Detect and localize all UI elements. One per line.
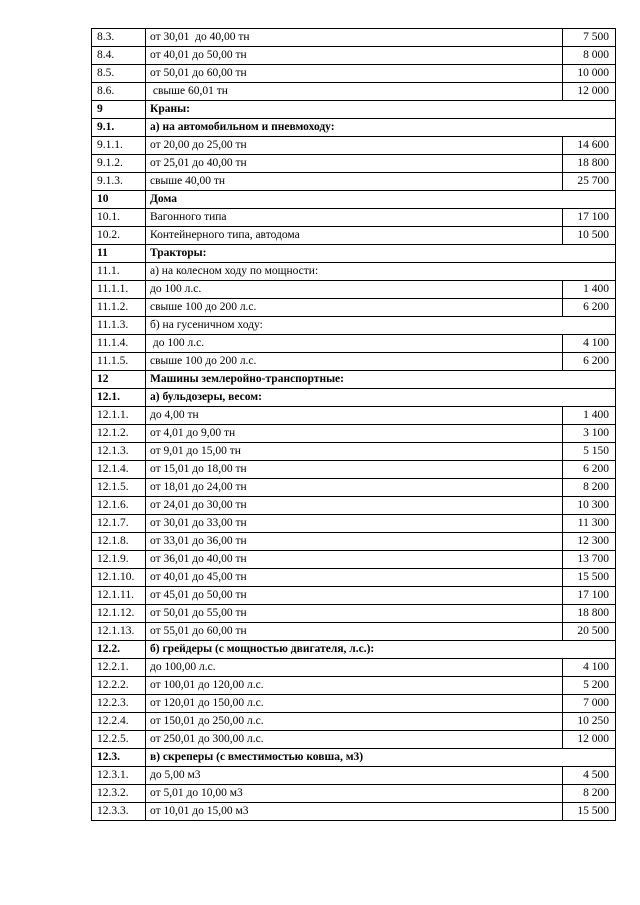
- table-row: [92, 137, 616, 155]
- row-number: 12.2.4.: [92, 713, 146, 731]
- row-description: а) на колесном ходу по мощности:: [146, 263, 616, 281]
- section-row: [92, 317, 616, 335]
- row-price: 13 700: [563, 551, 616, 569]
- row-description: от 4,01 до 9,00 тн: [146, 425, 563, 443]
- row-description: свыше 100 до 200 л.с.: [146, 299, 563, 317]
- row-description: от 50,01 до 55,00 тн: [146, 605, 563, 623]
- table-row: [92, 569, 616, 587]
- table-row: [92, 695, 616, 713]
- row-description: а) бульдозеры, весом:: [146, 389, 616, 407]
- row-description: от 10,01 до 15,00 м3: [146, 803, 563, 821]
- row-number: 11.1.1.: [92, 281, 146, 299]
- row-description: от 25,01 до 40,00 тн: [146, 155, 563, 173]
- table-row: [92, 443, 616, 461]
- row-description: от 15,01 до 18,00 тн: [146, 461, 563, 479]
- table-row: [92, 731, 616, 749]
- row-price: 10 300: [563, 497, 616, 515]
- row-description: свыше 100 до 200 л.с.: [146, 353, 563, 371]
- row-number: 12.1.6.: [92, 497, 146, 515]
- row-description: свыше 40,00 тн: [146, 173, 563, 191]
- row-number: 12.3.1.: [92, 767, 146, 785]
- row-number: 12.1.: [92, 389, 146, 407]
- table-row: [92, 65, 616, 83]
- row-price: 7 500: [563, 29, 616, 47]
- row-description: от 18,01 до 24,00 тн: [146, 479, 563, 497]
- row-number: 12.1.1.: [92, 407, 146, 425]
- row-number: 12.1.10.: [92, 569, 146, 587]
- row-price: 6 200: [563, 299, 616, 317]
- row-description: от 120,01 до 150,00 л.с.: [146, 695, 563, 713]
- row-price: 12 000: [563, 83, 616, 101]
- row-description: от 30,01 до 33,00 тн: [146, 515, 563, 533]
- row-number: 12.3.2.: [92, 785, 146, 803]
- row-number: 11.1.3.: [92, 317, 146, 335]
- row-description: Краны:: [146, 101, 616, 119]
- row-number: 9.1.: [92, 119, 146, 137]
- row-description: от 45,01 до 50,00 тн: [146, 587, 563, 605]
- row-number: 12.3.: [92, 749, 146, 767]
- section-row: [92, 263, 616, 281]
- row-description: от 36,01 до 40,00 тн: [146, 551, 563, 569]
- row-price: 1 400: [563, 281, 616, 299]
- section-row: [92, 389, 616, 407]
- row-description: до 100,00 л.с.: [146, 659, 563, 677]
- row-number: 12: [92, 371, 146, 389]
- table-row: [92, 497, 616, 515]
- row-description: Машины землеройно-транспортные:: [146, 371, 616, 389]
- row-number: 12.2.5.: [92, 731, 146, 749]
- row-description: от 9,01 до 15,00 тн: [146, 443, 563, 461]
- row-price: 12 300: [563, 533, 616, 551]
- row-number: 8.3.: [92, 29, 146, 47]
- table-row: [92, 803, 616, 821]
- row-price: 20 500: [563, 623, 616, 641]
- table-row: [92, 461, 616, 479]
- table-row: [92, 281, 616, 299]
- row-description: от 40,01 до 50,00 тн: [146, 47, 563, 65]
- row-description: до 5,00 м3: [146, 767, 563, 785]
- row-price: 18 800: [563, 605, 616, 623]
- table-row: [92, 515, 616, 533]
- table-row: [92, 209, 616, 227]
- section-row: [92, 119, 616, 137]
- row-price: 15 500: [563, 803, 616, 821]
- table-row: [92, 623, 616, 641]
- row-number: 12.3.3.: [92, 803, 146, 821]
- row-price: 7 000: [563, 695, 616, 713]
- table-row: [92, 659, 616, 677]
- row-description: а) на автомобильном и пневмоходу:: [146, 119, 616, 137]
- row-price: 10 250: [563, 713, 616, 731]
- row-number: 12.1.9.: [92, 551, 146, 569]
- row-description: от 40,01 до 45,00 тн: [146, 569, 563, 587]
- table-row: [92, 767, 616, 785]
- row-number: 9.1.3.: [92, 173, 146, 191]
- table-row: [92, 425, 616, 443]
- row-price: 6 200: [563, 461, 616, 479]
- row-number: 12.2.1.: [92, 659, 146, 677]
- row-description: от 33,01 до 36,00 тн: [146, 533, 563, 551]
- price-table-body: [92, 29, 616, 821]
- table-row: [92, 173, 616, 191]
- table-row: [92, 713, 616, 731]
- section-row: [92, 371, 616, 389]
- section-row: [92, 191, 616, 209]
- row-description: от 100,01 до 120,00 л.с.: [146, 677, 563, 695]
- table-row: [92, 335, 616, 353]
- table-row: [92, 677, 616, 695]
- row-price: 6 200: [563, 353, 616, 371]
- row-description: от 30,01 до 40,00 тн: [146, 29, 563, 47]
- table-row: [92, 83, 616, 101]
- row-price: 12 000: [563, 731, 616, 749]
- row-description: от 50,01 до 60,00 тн: [146, 65, 563, 83]
- row-price: 17 100: [563, 587, 616, 605]
- row-description: б) на гусеничном ходу:: [146, 317, 616, 335]
- row-price: 4 100: [563, 335, 616, 353]
- table-row: [92, 479, 616, 497]
- row-description: до 100 л.с.: [146, 335, 563, 353]
- row-number: 12.1.13.: [92, 623, 146, 641]
- section-row: [92, 101, 616, 119]
- row-price: 5 150: [563, 443, 616, 461]
- row-number: 12.1.11.: [92, 587, 146, 605]
- row-price: 15 500: [563, 569, 616, 587]
- price-table: [91, 28, 616, 821]
- row-number: 10: [92, 191, 146, 209]
- table-row: [92, 587, 616, 605]
- row-number: 9.1.1.: [92, 137, 146, 155]
- row-number: 12.2.3.: [92, 695, 146, 713]
- row-number: 12.1.7.: [92, 515, 146, 533]
- row-number: 11.1.2.: [92, 299, 146, 317]
- row-price: 14 600: [563, 137, 616, 155]
- section-row: [92, 245, 616, 263]
- table-row: [92, 551, 616, 569]
- row-description: свыше 60,01 тн: [146, 83, 563, 101]
- table-row: [92, 353, 616, 371]
- row-number: 12.2.2.: [92, 677, 146, 695]
- row-price: 10 000: [563, 65, 616, 83]
- section-row: [92, 641, 616, 659]
- row-price: 8 200: [563, 479, 616, 497]
- row-number: 11.1.4.: [92, 335, 146, 353]
- row-number: 11: [92, 245, 146, 263]
- row-number: 12.1.2.: [92, 425, 146, 443]
- row-number: 9: [92, 101, 146, 119]
- row-number: 10.1.: [92, 209, 146, 227]
- row-number: 10.2.: [92, 227, 146, 245]
- row-description: от 150,01 до 250,00 л.с.: [146, 713, 563, 731]
- table-row: [92, 47, 616, 65]
- row-price: 4 100: [563, 659, 616, 677]
- table-row: [92, 29, 616, 47]
- table-row: [92, 299, 616, 317]
- row-description: Вагонного типа: [146, 209, 563, 227]
- row-description: Тракторы:: [146, 245, 616, 263]
- table-row: [92, 407, 616, 425]
- row-description: Дома: [146, 191, 616, 209]
- table-row: [92, 785, 616, 803]
- row-description: от 55,01 до 60,00 тн: [146, 623, 563, 641]
- table-row: [92, 605, 616, 623]
- row-number: 12.1.12.: [92, 605, 146, 623]
- row-description: в) скреперы (с вместимостью ковша, м3): [146, 749, 616, 767]
- row-price: 17 100: [563, 209, 616, 227]
- row-number: 12.1.5.: [92, 479, 146, 497]
- row-description: до 4,00 тн: [146, 407, 563, 425]
- row-description: до 100 л.с.: [146, 281, 563, 299]
- row-number: 11.1.: [92, 263, 146, 281]
- row-description: от 5,01 до 10,00 м3: [146, 785, 563, 803]
- row-price: 4 500: [563, 767, 616, 785]
- table-row: [92, 227, 616, 245]
- row-price: 8 000: [563, 47, 616, 65]
- row-price: 1 400: [563, 407, 616, 425]
- row-price: 5 200: [563, 677, 616, 695]
- row-number: 8.4.: [92, 47, 146, 65]
- row-number: 12.1.4.: [92, 461, 146, 479]
- row-description: б) грейдеры (с мощностью двигателя, л.с.):: [146, 641, 616, 659]
- row-number: 12.2.: [92, 641, 146, 659]
- row-price: 25 700: [563, 173, 616, 191]
- row-description: от 24,01 до 30,00 тн: [146, 497, 563, 515]
- row-number: 12.1.8.: [92, 533, 146, 551]
- row-price: 10 500: [563, 227, 616, 245]
- row-number: 11.1.5.: [92, 353, 146, 371]
- row-number: 12.1.3.: [92, 443, 146, 461]
- row-price: 11 300: [563, 515, 616, 533]
- table-row: [92, 155, 616, 173]
- row-price: 8 200: [563, 785, 616, 803]
- section-row: [92, 749, 616, 767]
- row-description: от 250,01 до 300,00 л.с.: [146, 731, 563, 749]
- row-price: 3 100: [563, 425, 616, 443]
- row-number: 9.1.2.: [92, 155, 146, 173]
- row-description: от 20,00 до 25,00 тн: [146, 137, 563, 155]
- row-number: 8.6.: [92, 83, 146, 101]
- table-row: [92, 533, 616, 551]
- row-description: Контейнерного типа, автодома: [146, 227, 563, 245]
- row-price: 18 800: [563, 155, 616, 173]
- row-number: 8.5.: [92, 65, 146, 83]
